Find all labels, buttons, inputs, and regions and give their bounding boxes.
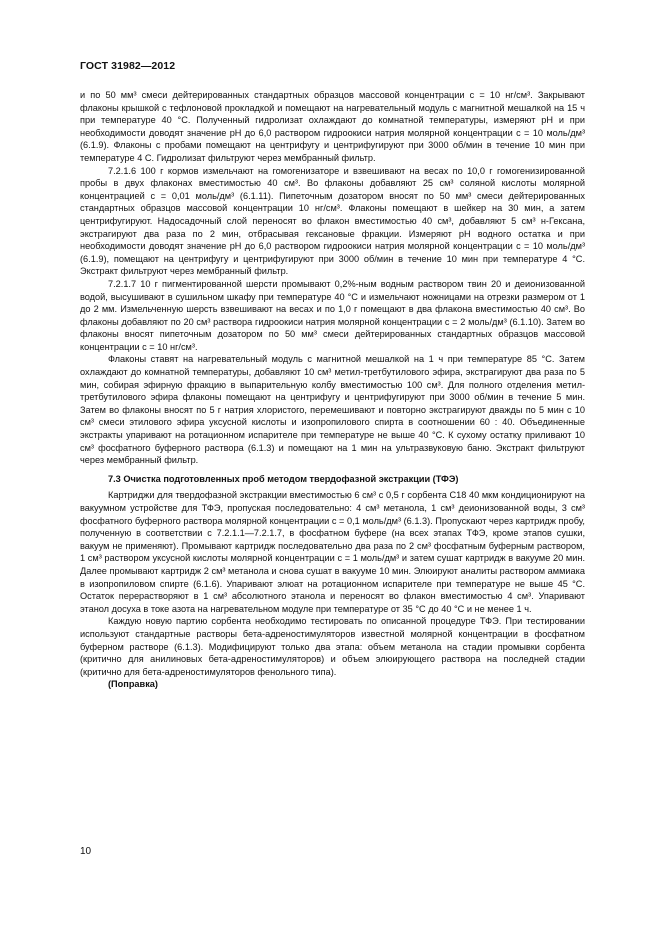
amendment-note: (Поправка) (108, 679, 158, 690)
page-number: 10 (80, 846, 92, 857)
paragraph-spe-procedure: Картриджи для твердофазной экстракции вместимостью 6 см³ с 0,5 г сорбента C18 40 мкм кондиционируют на вакуумном устройстве для ТФЭ, пропуская последовательно: 4 см³ метанола, 1 см³ деионизованной воды, 3 см³ фосфатного буферного раствора молярной концентрации c = 0,1 моль/дм³ (6.1.3). Пропускают через картридж пробу, полученную в соответствии с 7.2.1.1—7.2.1.7, в фосфатном буфере (на всех этапах ТФЭ, кроме этапов сушки, вакуум не применяют). Промывают картридж последовательно два раза по 2 см³ фосфатным буферным раствором, 1 см³ раствором уксусной кислоты молярной концентрации c = 1 моль/дм³ и затем сушат картридж в вакууме 20 мин. Далее промывают картридж 2 см³ метанола и снова сушат в вакууме 10 мин. Элюируют аналиты раствором аммиака в изопропиловом спирте (6.1.6). Упаривают элюат на ротационном испарителе при температуре не выше 45 °C. Остаток перерастворяют в 1 см³ абсолютного этанола и переносят во флакон вместимостью 4 см³. Упаривают этанол досуха в токе азота на нагревательном модуле при температуре от 35 °C до 40 °C и не менее 1 ч. (80, 490, 585, 614)
section-heading: 7.3 Очистка подготовленных проб методом твердофазной экстракции (ТФЭ) (108, 473, 459, 484)
document-body (80, 89, 585, 691)
paragraph-7-2-1-7: 7.2.1.7 10 г пигментированной шерсти промывают 0,2%-ным водным раствором твин 20 и деионизованной водой, высушивают в сушильном шкафу при температуре 40 °C и измельчают ножницами на отрезки размером от 1 до 2 мм. Измельченную шерсть взвешивают на весах и по 1,0 г помещают в два флакона вместимостью 40 см³. Во флаконы добавляют по 20 см³ раствора гидроокиси натрия молярной концентрации c = 2 моль/дм³ (6.1.10). Затем во флаконы вносят пипеточным дозатором по 50 мм³ смеси дейтерированных стандартных образцов массовой концентрации c = 10 нг/см³. (80, 278, 585, 352)
page-header: ГОСТ 31982—2012 (80, 60, 176, 72)
paragraph-7-2-1-6: 7.2.1.6 100 г кормов измельчают на гомогенизаторе и взвешивают на весах по 10,0 г гомогенизированной пробы в двух флаконах вместимостью 40 см³. Во флаконы добавляют 25 см³ соляной кислоты молярной концентрацией c = 0,01 моль/дм³ (6.1.11). Пипеточным дозатором вносят по 50 мм³ смеси дейтерированных стандартных образцов массовой концентрации 10 нг/см³. Флаконы помещают в шейкер на 30 мин, а затем центрифугируют. Надосадочный слой переносят во флакон вместимостью 40 см³, добавляют 5 см³ н-Гексана, экстрагируют два раза по 2 мин, отбрасывая гексановые фракции. Измеряют pH водного остатка и при необходимости доводят значение pH до 6,0 раствором гидроокиси натрия молярной концентрации c = 10 моль/дм³ (6.1.9), помещают на центрифугу и центрифугируют при 3000 об/мин в течение 10 мин при температуре 4 °C. Экстракт фильтруют через мембранный фильтр. (80, 165, 585, 277)
paragraph-heating: Флаконы ставят на нагревательный модуль с магнитной мешалкой на 1 ч при температуре 85 °C. Затем охлаждают до комнатной температуры, добавляют 10 см³ метил-третбутилового эфира, экстрагируют два раза по 5 мин, собирая эфирную фракцию в выпарительную колбу вместимостью 100 см³. Для полного отделения метил-третбутилового эфира флаконы помещают на центрифугу и центрифугируют при 3000 об/мин в течение 5 мин. Затем во флаконы вносят по 5 г натрия хлористого, перемешивают и повторно экстрагируют дважды по 5 мин с 10 см³ смеси этилового эфира уксусной кислоты и изопропилового спирта в соотношении 60 : 40. Объединенные экстракты упаривают на ротационном испарителе при температуре не выше 40 °C. К сухому остатку приливают 10 см³ фосфатного буферного раствора (6.1.3) и помещают на 1 мин на ультразвуковую баню. Экстракт фильтруют через мембранный фильтр. (80, 354, 585, 466)
paragraph-sorbent-testing: Каждую новую партию сорбента необходимо тестировать по описанной процедуре ТФЭ. При тестировании используют стандартные растворы бета-адреностимуляторов известной молярной концентрации в фосфатном буферном растворе (6.1.3). Модифицируют только два этапа: объем метанола на стадии промывки сорбента (критично для анилиновых бета-адреностимуляторов) и объем элюирующего раствора на последней стадии (критично для бета-адреностимуляторов фенольного типа). (80, 616, 585, 677)
paragraph-continuation: и по 50 мм³ смеси дейтерированных стандартных образцов массовой концентрации c = 10 нг/см³. Закрывают флаконы крышкой с тефлоновой прокладкой и помещают на нагревательный модуль с магнитной мешалкой на 15 ч при температуре 40 °C. Полученный гидролизат охлаждают до комнатной температуры, измеряют pH и при необходимости доводят значение pH до 6,0 раствором гидроокиси натрия молярной концентрации c = 10 моль/дм³ (6.1.9). Флаконы с пробами помещают на центрифугу и центрифугируют при 3000 об/мин в течение 10 мин при температуре 4 C. Гидролизат фильтруют через мембранный фильтр. (80, 90, 585, 163)
